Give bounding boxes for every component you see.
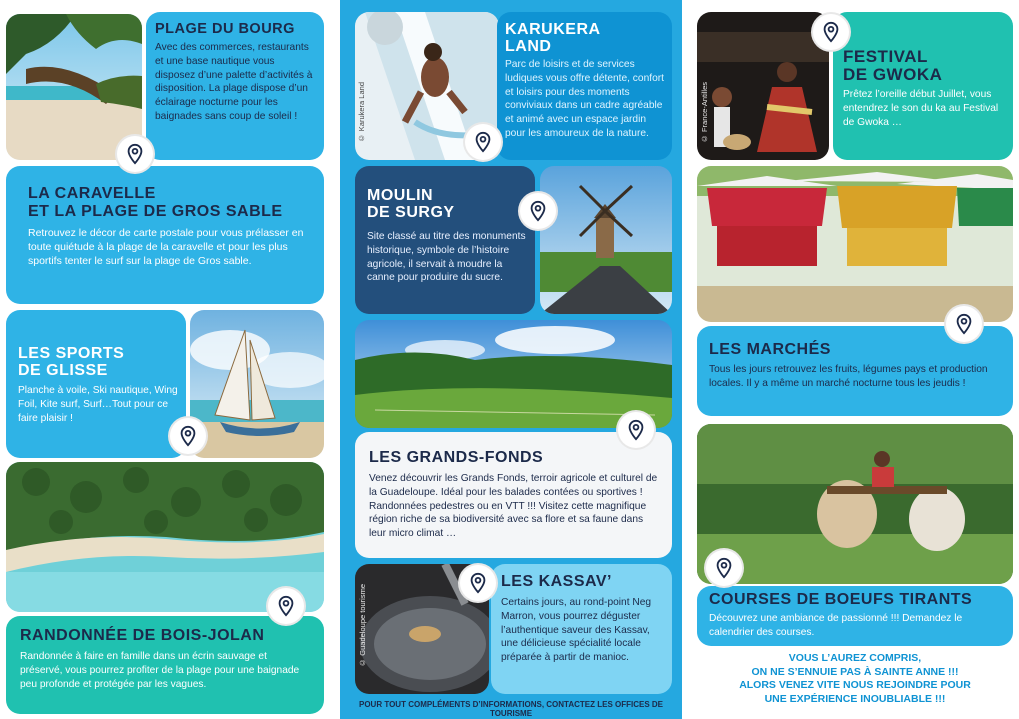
closing-message <box>697 652 1013 707</box>
location-pin-icon[interactable] <box>813 14 849 50</box>
kassav-text: Certains jours, au rond-point Neg Marron, vous pourrez déguster l’authentique saveur des Kassav, une délicieuse spécialité locale préparée à partir de manioc. <box>501 597 652 664</box>
moulin-text: Site classé au titre des monuments historique, symbole de l’histoire agricole, il servait à moudre la canne pour produire du sucre. <box>367 231 526 284</box>
caravelle-title-line2: ET LA PLAGE DE GROS SABLE <box>28 203 283 220</box>
caravelle-box <box>6 166 324 304</box>
center-footer: POUR TOUT COMPLÉMENTS D’INFORMATIONS, CONTACTEZ LES OFFICES DE TOURISME <box>359 700 663 718</box>
closing-line-4: UNE EXPÉRIENCE INOUBLIABLE !!! <box>764 692 946 705</box>
sports-text: Planche à voile, Ski nautique, Wing Foil, Kite surf, Surf…Tout pour ce faire plaisir ! <box>18 385 178 424</box>
plage-bourg-box <box>146 12 324 160</box>
kassav-credit: © Guadeloupe tourisme <box>358 584 367 667</box>
boeufs-text: Découvrez une ambiance de passionné !!! Demandez le calendrier des courses. <box>709 613 963 638</box>
closing-line-3: ALORS VENEZ VITE NOUS REJOINDRE POUR <box>739 679 971 692</box>
boeufs-photo <box>697 424 1013 584</box>
randonnee-title: RANDONNÉE DE BOIS-JOLAN <box>20 627 265 644</box>
marches-photo <box>697 166 1013 322</box>
gwoka-credit: © France-Antilles <box>700 82 709 144</box>
gwoka-box <box>833 12 1013 160</box>
randonnee-box <box>6 616 324 714</box>
location-pin-icon[interactable] <box>117 136 153 172</box>
grands-fonds-box <box>355 432 672 558</box>
closing-line-2: ON NE S’ENNUIE PAS À SAINTE ANNE !!! <box>751 665 959 678</box>
caravelle-text: Retrouvez le décor de carte postale pour vous prélasser en toute quiétude à la plage de la caravelle et pour les plus sportifs tenter le surf sur la plage de Gros sable. <box>28 227 304 268</box>
location-pin-icon[interactable] <box>460 565 496 601</box>
grands-fonds-photo <box>355 320 672 428</box>
location-pin-icon[interactable] <box>706 550 742 586</box>
location-pin-icon[interactable] <box>170 418 206 454</box>
kassav-title: LES KASSAV’ <box>501 573 612 590</box>
location-pin-icon[interactable] <box>618 412 654 448</box>
location-pin-icon[interactable] <box>268 588 304 624</box>
sailboat-photo <box>190 310 324 458</box>
marches-title: LES MARCHÉS <box>709 341 831 358</box>
location-pin-icon[interactable] <box>520 193 556 229</box>
sports-title-line2: DE GLISSE <box>18 362 108 379</box>
karukera-title-line1: KARUKERA <box>505 21 601 38</box>
sports-box <box>6 310 186 458</box>
gwoka-text: Prêtez l’oreille début Juillet, vous entendrez le son du ka au Festival de Gwoka … <box>843 89 999 128</box>
gwoka-photo <box>697 12 829 160</box>
plage-bourg-title: PLAGE DU BOURG <box>155 21 295 37</box>
location-pin-icon[interactable] <box>465 124 501 160</box>
moulin-title-line2: DE SURGY <box>367 204 455 221</box>
boeufs-title: COURSES DE BOEUFS TIRANTS <box>709 591 973 608</box>
plage-bourg-photo <box>6 14 142 160</box>
kassav-box <box>491 564 672 694</box>
karukera-title-line2: LAND <box>505 38 552 55</box>
karukera-text: Parc de loisirs et de services ludiques vous offre détente, confort et loisirs pour des moments conviviaux dans un cadre agréable et animé avec un espace jardin pour les amoureux de la nature. <box>505 59 664 139</box>
plage-bourg-text: Avec des commerces, restaurants et une base nautique vous disposez d’une palette d’activités à disposition. La plage dispose d’un éclairage nocturne pour les baignades sans coup de soleil ! <box>155 42 313 122</box>
closing-line-1: VOUS L’AUREZ COMPRIS, <box>788 652 922 664</box>
grands-fonds-title: LES GRANDS-FONDS <box>369 449 544 466</box>
moulin-box <box>355 166 535 314</box>
karukera-credit: © Karukera Land <box>357 82 366 143</box>
karukera-box <box>497 12 672 160</box>
boeufs-box <box>697 586 1013 646</box>
marches-text: Tous les jours retrouvez les fruits, légumes pays et production locales. Il y a même un marché nocturne tous les jeudis ! <box>709 364 988 389</box>
caravelle-title-line1: LA CARAVELLE <box>28 185 156 202</box>
moulin-photo <box>540 166 672 314</box>
location-pin-icon[interactable] <box>946 306 982 342</box>
moulin-title-line1: MOULIN <box>367 187 434 204</box>
gwoka-title-line2: DE GWOKA <box>843 65 943 84</box>
sports-title-line1: LES SPORTS <box>18 345 125 362</box>
grands-fonds-text: Venez découvrir les Grands Fonds, terroir agricole et culturel de la Guadeloupe. Idéal pour les balades contées ou sportives ! Randonnées pedestres ou en VTT !!! Visitez cette magnifique région riche de sa biodiversité avec sa flore et sa faune dans leur micro climat … <box>369 473 658 540</box>
randonnee-text: Randonnée à faire en famille dans un écrin sauvage et préservé, vous pourrez profiter de la plage pour une baignade peu profonde et protégée par les vagues. <box>20 651 300 690</box>
gwoka-title-line1: FESTIVAL <box>843 47 928 66</box>
